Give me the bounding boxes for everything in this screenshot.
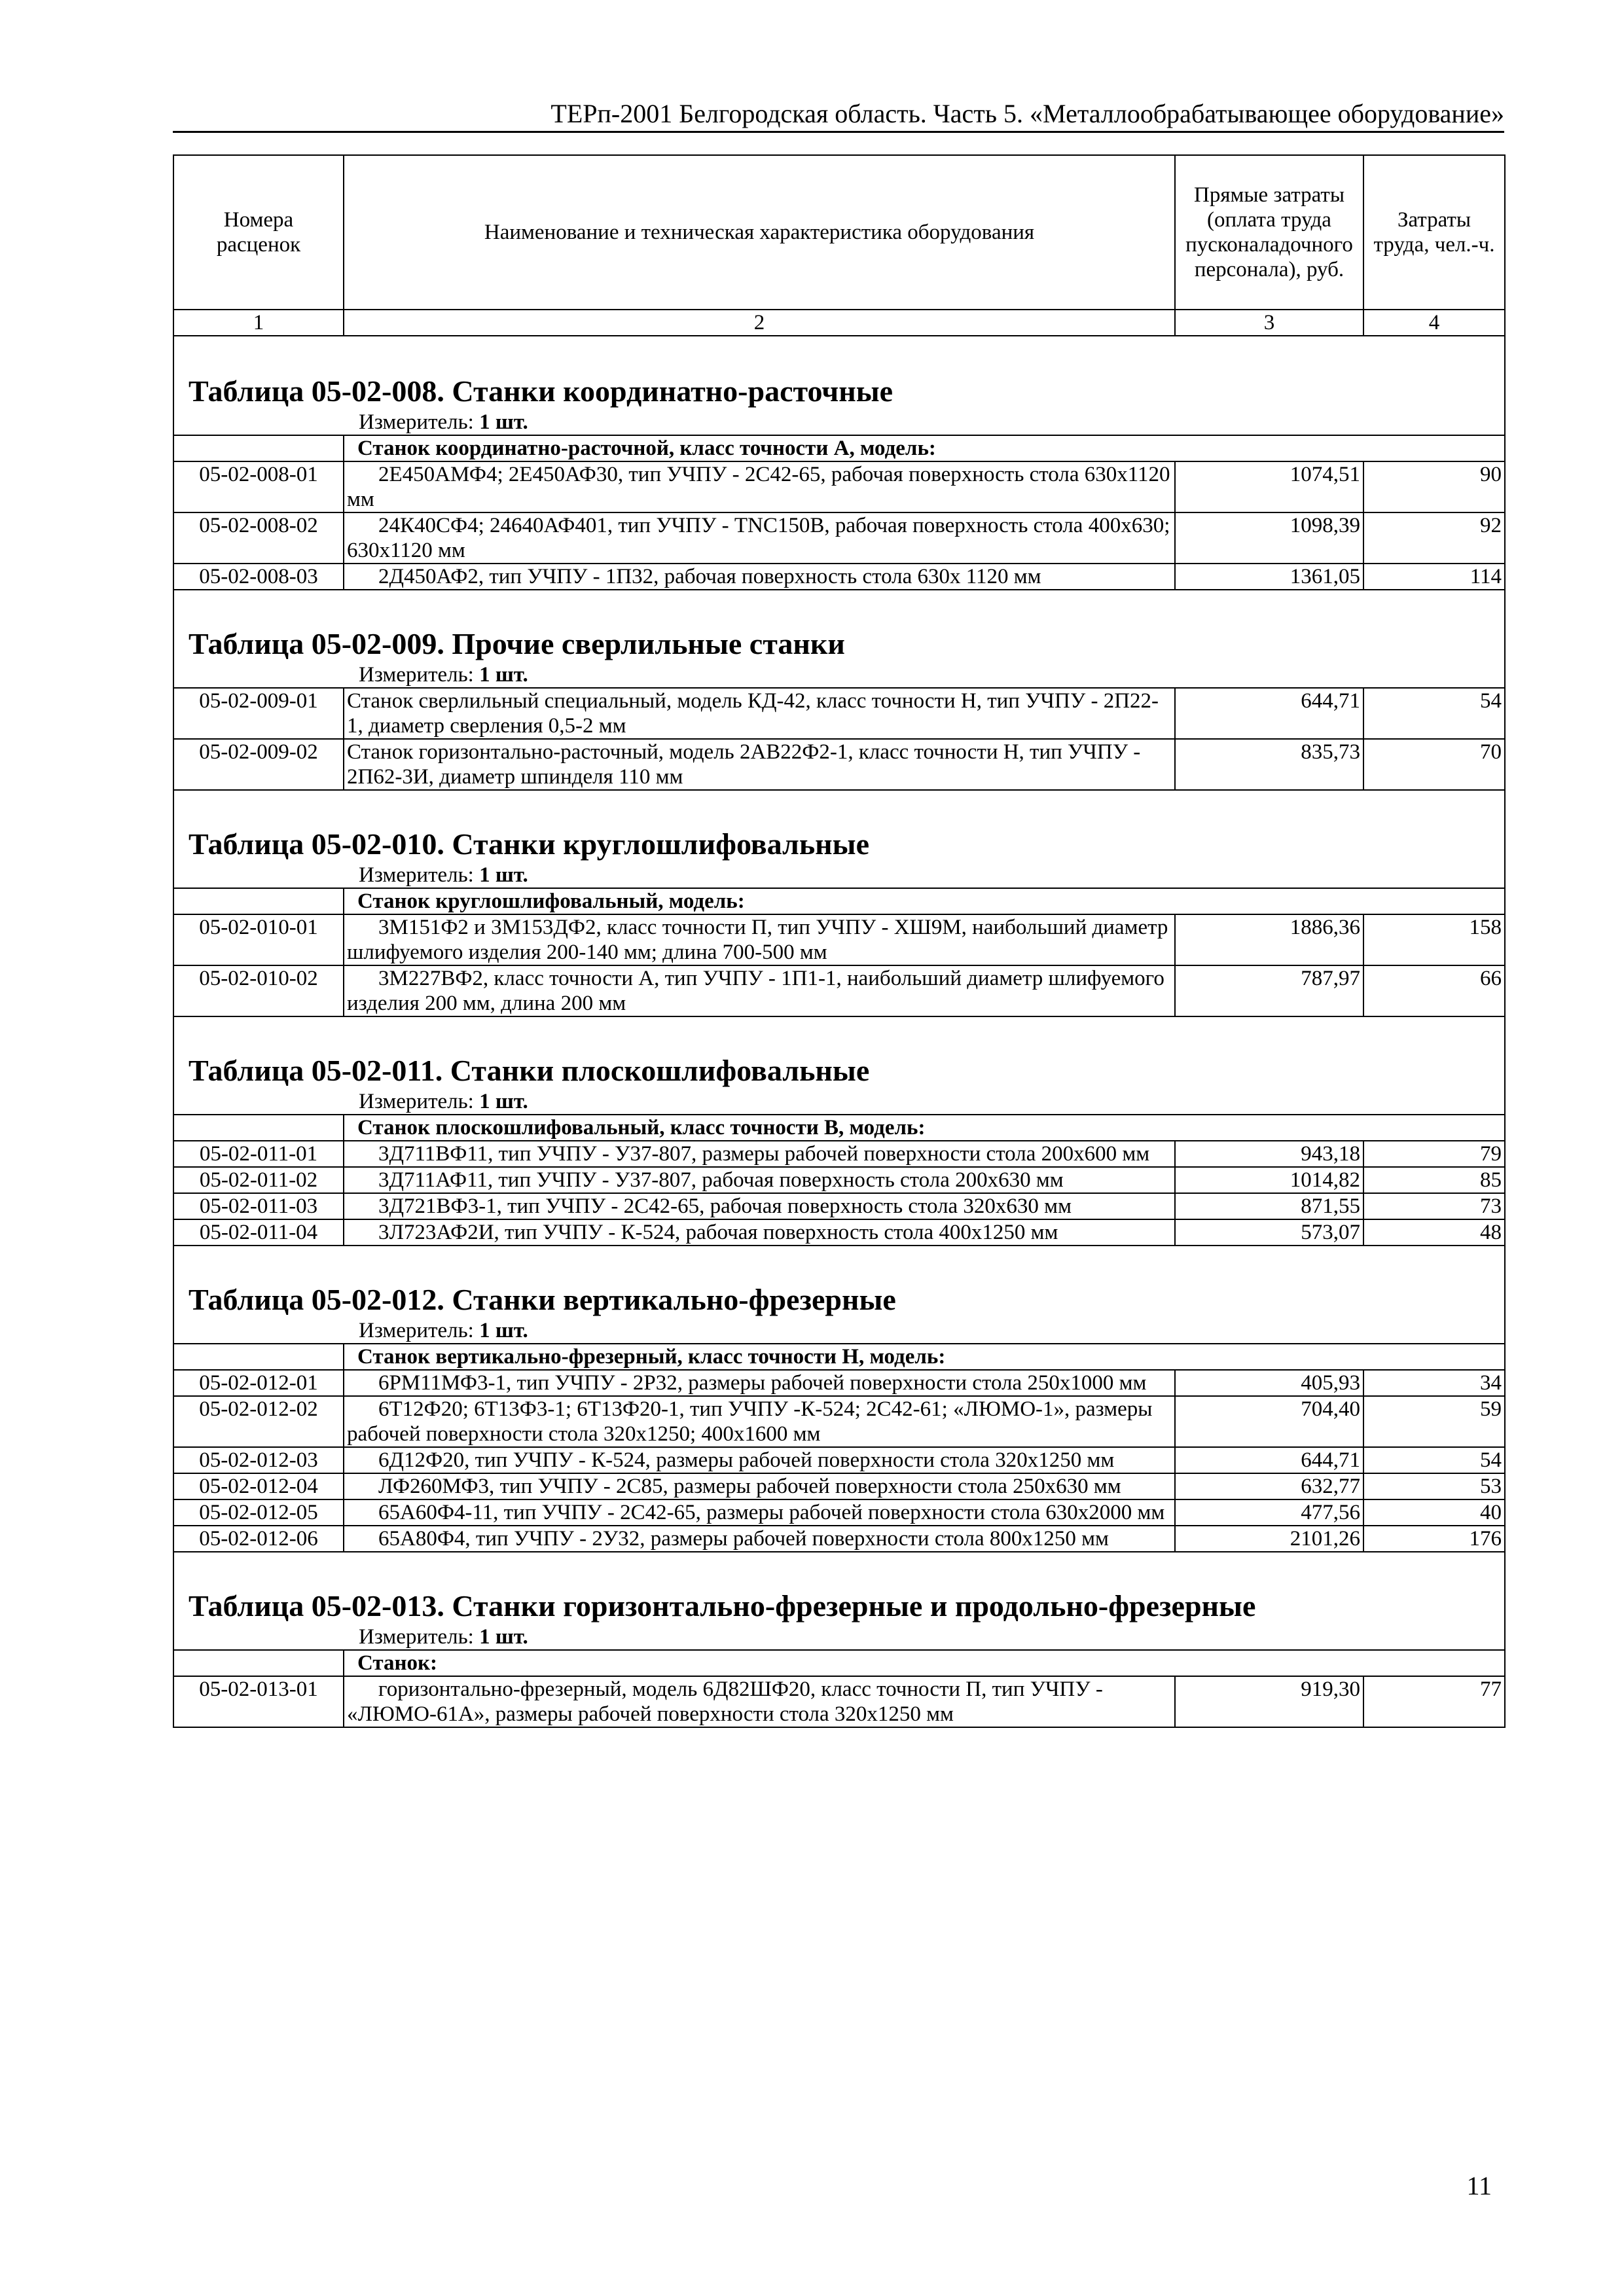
- measure-row: [173, 1624, 1505, 1650]
- equipment-description-text: 65А60Ф4-11, тип УЧПУ - 2С42-65, размеры рабочей поверхности стола 630х2000 мм: [378, 1501, 1165, 1524]
- table-row: [173, 739, 1505, 790]
- measure-unit: 1 шт.: [479, 1319, 528, 1342]
- equipment-description: [344, 1676, 1175, 1727]
- labor-cost: 66: [1363, 965, 1505, 1016]
- table-row: [173, 1167, 1505, 1193]
- group-label: Станок координатно-расточной, класс точности А, модель:: [344, 435, 1505, 461]
- direct-cost: 477,56: [1175, 1499, 1363, 1526]
- rate-code: 05-02-010-01: [173, 914, 344, 965]
- direct-cost: 1014,82: [1175, 1167, 1363, 1193]
- direct-cost: 2101,26: [1175, 1526, 1363, 1552]
- group-row: [173, 435, 1505, 461]
- group-spacer: [173, 1115, 344, 1141]
- direct-cost: 573,07: [1175, 1219, 1363, 1246]
- equipment-description: [344, 1167, 1175, 1193]
- section-title-row: [173, 1016, 1505, 1089]
- measure-unit: 1 шт.: [479, 1625, 528, 1649]
- rate-code: 05-02-012-03: [173, 1447, 344, 1473]
- measure-row: [173, 410, 1505, 435]
- rate-code: 05-02-013-01: [173, 1676, 344, 1727]
- equipment-description-text: 3Д721ВФ3-1, тип УЧПУ - 2С42-65, рабочая поверхность стола 320х630 мм: [378, 1194, 1072, 1218]
- equipment-description-text: Станок горизонтально-расточный, модель 2АВ22Ф2-1, класс точности Н, тип УЧПУ - 2П62-3И, диаметр шпинделя 110 мм: [347, 740, 1141, 789]
- rate-code: 05-02-011-04: [173, 1219, 344, 1246]
- equipment-description: [344, 1526, 1175, 1552]
- column-number: 3: [1175, 310, 1363, 336]
- group-spacer: [173, 1650, 344, 1676]
- measure-label: Измеритель:: [359, 663, 474, 687]
- column-header-cost: Прямые затраты (оплата труда пусконаладочного персонала), руб.: [1175, 155, 1363, 310]
- table-row: [173, 512, 1505, 564]
- labor-cost: 73: [1363, 1193, 1505, 1219]
- equipment-description: [344, 1370, 1175, 1396]
- equipment-description-text: 24К40СФ4; 24640АФ401, тип УЧПУ - TNC150B, рабочая поверхность стола 400х630; 630х1120 мм: [347, 514, 1170, 562]
- column-header-labor: Затраты труда, чел.-ч.: [1363, 155, 1505, 310]
- measure-cell: [173, 1624, 1505, 1650]
- measure-label: Измеритель:: [359, 1090, 474, 1113]
- direct-cost: 1074,51: [1175, 461, 1363, 512]
- column-number-row: [173, 310, 1505, 336]
- price-table: [173, 154, 1506, 1728]
- running-header: ТЕРп-2001 Белгородская область. Часть 5. «Металлообрабатывающее оборудование»: [173, 98, 1504, 133]
- rate-code: 05-02-008-02: [173, 512, 344, 564]
- section-title-row: [173, 1246, 1505, 1318]
- labor-cost: 70: [1363, 739, 1505, 790]
- rate-code: 05-02-011-02: [173, 1167, 344, 1193]
- labor-cost: 54: [1363, 688, 1505, 739]
- equipment-description: [344, 965, 1175, 1016]
- measure-cell: [173, 1089, 1505, 1115]
- equipment-description-text: 3Л723АФ2И, тип УЧПУ - К-524, рабочая поверхность стола 400х1250 мм: [378, 1221, 1058, 1244]
- equipment-description: [344, 739, 1175, 790]
- group-label: Станок плоскошлифовальный, класс точности В, модель:: [344, 1115, 1505, 1141]
- measure-row: [173, 1089, 1505, 1115]
- direct-cost: 405,93: [1175, 1370, 1363, 1396]
- table-row: [173, 1499, 1505, 1526]
- section-title: Таблица 05-02-011. Станки плоскошлифовальные: [173, 1016, 1505, 1089]
- equipment-description: [344, 1219, 1175, 1246]
- table-row: [173, 1473, 1505, 1499]
- table-row: [173, 1219, 1505, 1246]
- group-label: Станок круглошлифовальный, модель:: [344, 888, 1505, 914]
- measure-label: Измеритель:: [359, 1625, 474, 1649]
- labor-cost: 77: [1363, 1676, 1505, 1727]
- equipment-description: [344, 1499, 1175, 1526]
- equipment-description-text: 3Д711АФ11, тип УЧПУ - У37-807, рабочая поверхность стола 200х630 мм: [378, 1168, 1064, 1192]
- group-row: [173, 1650, 1505, 1676]
- equipment-description-text: 6Т12Ф20; 6Т13Ф3-1; 6Т13Ф20-1, тип УЧПУ -К-524; 2С42-61; «ЛЮМО-1», размеры рабочей поверхности стола 320х1250; 400х1600 мм: [347, 1397, 1153, 1446]
- equipment-description-text: Станок сверлильный специальный, модель КД-42, класс точности Н, тип УЧПУ - 2П22-1, диаметр сверления 0,5-2 мм: [347, 689, 1159, 738]
- section-title-row: [173, 336, 1505, 410]
- equipment-description-text: 6РМ11МФ3-1, тип УЧПУ - 2Р32, размеры рабочей поверхности стола 250х1000 мм: [378, 1371, 1147, 1395]
- direct-cost: 1361,05: [1175, 564, 1363, 590]
- section-title: Таблица 05-02-010. Станки круглошлифовальные: [173, 790, 1505, 863]
- equipment-description-text: 3М151Ф2 и 3М153ДФ2, класс точности П, тип УЧПУ - ХШ9М, наибольший диаметр шлифуемого изделия 200-140 мм; длина 700-500 мм: [347, 916, 1168, 964]
- measure-row: [173, 1318, 1505, 1344]
- table-row: [173, 461, 1505, 512]
- labor-cost: 48: [1363, 1219, 1505, 1246]
- direct-cost: 919,30: [1175, 1676, 1363, 1727]
- labor-cost: 34: [1363, 1370, 1505, 1396]
- equipment-description-text: 6Д12Ф20, тип УЧПУ - К-524, размеры рабочей поверхности стола 320х1250 мм: [378, 1448, 1115, 1472]
- rate-code: 05-02-009-02: [173, 739, 344, 790]
- group-label: Станок вертикально-фрезерный, класс точности Н, модель:: [344, 1344, 1505, 1370]
- page-number: 11: [1466, 2171, 1492, 2200]
- equipment-description: [344, 1447, 1175, 1473]
- section-title: Таблица 05-02-008. Станки координатно-расточные: [173, 336, 1505, 410]
- direct-cost: 1098,39: [1175, 512, 1363, 564]
- labor-cost: 158: [1363, 914, 1505, 965]
- section-title: Таблица 05-02-013. Станки горизонтально-фрезерные и продольно-фрезерные: [173, 1552, 1505, 1624]
- measure-cell: [173, 863, 1505, 888]
- column-number: 2: [344, 310, 1175, 336]
- group-row: [173, 1344, 1505, 1370]
- labor-cost: 114: [1363, 564, 1505, 590]
- equipment-description: [344, 564, 1175, 590]
- equipment-description-text: 65А80Ф4, тип УЧПУ - 2У32, размеры рабочей поверхности стола 800х1250 мм: [378, 1527, 1109, 1551]
- group-row: [173, 888, 1505, 914]
- table-row: [173, 1447, 1505, 1473]
- measure-unit: 1 шт.: [479, 410, 528, 434]
- equipment-description: [344, 461, 1175, 512]
- group-spacer: [173, 435, 344, 461]
- table-row: [173, 1370, 1505, 1396]
- section-title: Таблица 05-02-012. Станки вертикально-фрезерные: [173, 1246, 1505, 1318]
- direct-cost: 644,71: [1175, 688, 1363, 739]
- direct-cost: 644,71: [1175, 1447, 1363, 1473]
- measure-row: [173, 863, 1505, 888]
- direct-cost: 704,40: [1175, 1396, 1363, 1447]
- direct-cost: 943,18: [1175, 1141, 1363, 1167]
- rate-code: 05-02-012-02: [173, 1396, 344, 1447]
- equipment-description-text: 2Е450АМФ4; 2Е450АФ30, тип УЧПУ - 2С42-65, рабочая поверхность стола 630х1120 мм: [347, 463, 1170, 511]
- table-row: [173, 1526, 1505, 1552]
- column-number: 4: [1363, 310, 1505, 336]
- table-row: [173, 1396, 1505, 1447]
- column-number: 1: [173, 310, 344, 336]
- group-spacer: [173, 1344, 344, 1370]
- group-spacer: [173, 888, 344, 914]
- section-title: Таблица 05-02-009. Прочие сверлильные станки: [173, 590, 1505, 662]
- equipment-description: [344, 512, 1175, 564]
- rate-code: 05-02-011-03: [173, 1193, 344, 1219]
- equipment-description: [344, 914, 1175, 965]
- rate-code: 05-02-008-01: [173, 461, 344, 512]
- section-title-row: [173, 1552, 1505, 1624]
- equipment-description-text: 2Д450АФ2, тип УЧПУ - 1П32, рабочая поверхность стола 630х 1120 мм: [378, 565, 1041, 588]
- equipment-description: [344, 1193, 1175, 1219]
- table-row: [173, 688, 1505, 739]
- labor-cost: 54: [1363, 1447, 1505, 1473]
- table-row: [173, 1141, 1505, 1167]
- section-title-row: [173, 790, 1505, 863]
- group-label: Станок:: [344, 1650, 1505, 1676]
- equipment-description: [344, 1473, 1175, 1499]
- measure-cell: [173, 662, 1505, 688]
- equipment-description: [344, 1141, 1175, 1167]
- table-row: [173, 1676, 1505, 1727]
- rate-code: 05-02-012-04: [173, 1473, 344, 1499]
- direct-cost: 1886,36: [1175, 914, 1363, 965]
- labor-cost: 53: [1363, 1473, 1505, 1499]
- labor-cost: 40: [1363, 1499, 1505, 1526]
- labor-cost: 92: [1363, 512, 1505, 564]
- table-row: [173, 914, 1505, 965]
- price-table-body: [173, 155, 1505, 1727]
- rate-code: 05-02-012-05: [173, 1499, 344, 1526]
- rate-code: 05-02-011-01: [173, 1141, 344, 1167]
- rate-code: 05-02-012-01: [173, 1370, 344, 1396]
- column-header-codes: Номера расценок: [173, 155, 344, 310]
- equipment-description: [344, 1396, 1175, 1447]
- equipment-description-text: 3М227ВФ2, класс точности А, тип УЧПУ - 1П1-1, наибольший диаметр шлифуемого изделия 200 мм, длина 200 мм: [347, 967, 1164, 1015]
- direct-cost: 787,97: [1175, 965, 1363, 1016]
- measure-label: Измеритель:: [359, 1319, 474, 1342]
- column-header-name: Наименование и техническая характеристика оборудования: [344, 155, 1175, 310]
- equipment-description: [344, 688, 1175, 739]
- measure-unit: 1 шт.: [479, 663, 528, 687]
- direct-cost: 632,77: [1175, 1473, 1363, 1499]
- rate-code: 05-02-009-01: [173, 688, 344, 739]
- measure-unit: 1 шт.: [479, 1090, 528, 1113]
- column-header-row: [173, 155, 1505, 310]
- group-row: [173, 1115, 1505, 1141]
- direct-cost: 835,73: [1175, 739, 1363, 790]
- equipment-description-text: горизонтально-фрезерный, модель 6Д82ШФ20, класс точности П, тип УЧПУ - «ЛЮМО-61А», размеры рабочей поверхности стола 320х1250 мм: [347, 1677, 1103, 1726]
- measure-unit: 1 шт.: [479, 863, 528, 887]
- measure-label: Измеритель:: [359, 863, 474, 887]
- labor-cost: 79: [1363, 1141, 1505, 1167]
- measure-cell: [173, 410, 1505, 435]
- labor-cost: 59: [1363, 1396, 1505, 1447]
- table-row: [173, 1193, 1505, 1219]
- labor-cost: 85: [1363, 1167, 1505, 1193]
- labor-cost: 90: [1363, 461, 1505, 512]
- equipment-description-text: ЛФ260МФ3, тип УЧПУ - 2С85, размеры рабочей поверхности стола 250х630 мм: [378, 1475, 1121, 1498]
- rate-code: 05-02-012-06: [173, 1526, 344, 1552]
- section-title-row: [173, 590, 1505, 662]
- measure-row: [173, 662, 1505, 688]
- labor-cost: 176: [1363, 1526, 1505, 1552]
- measure-label: Измеритель:: [359, 410, 474, 434]
- rate-code: 05-02-010-02: [173, 965, 344, 1016]
- table-row: [173, 965, 1505, 1016]
- rate-code: 05-02-008-03: [173, 564, 344, 590]
- measure-cell: [173, 1318, 1505, 1344]
- equipment-description-text: 3Д711ВФ11, тип УЧПУ - У37-807, размеры рабочей поверхности стола 200х600 мм: [378, 1142, 1150, 1166]
- table-row: [173, 564, 1505, 590]
- direct-cost: 871,55: [1175, 1193, 1363, 1219]
